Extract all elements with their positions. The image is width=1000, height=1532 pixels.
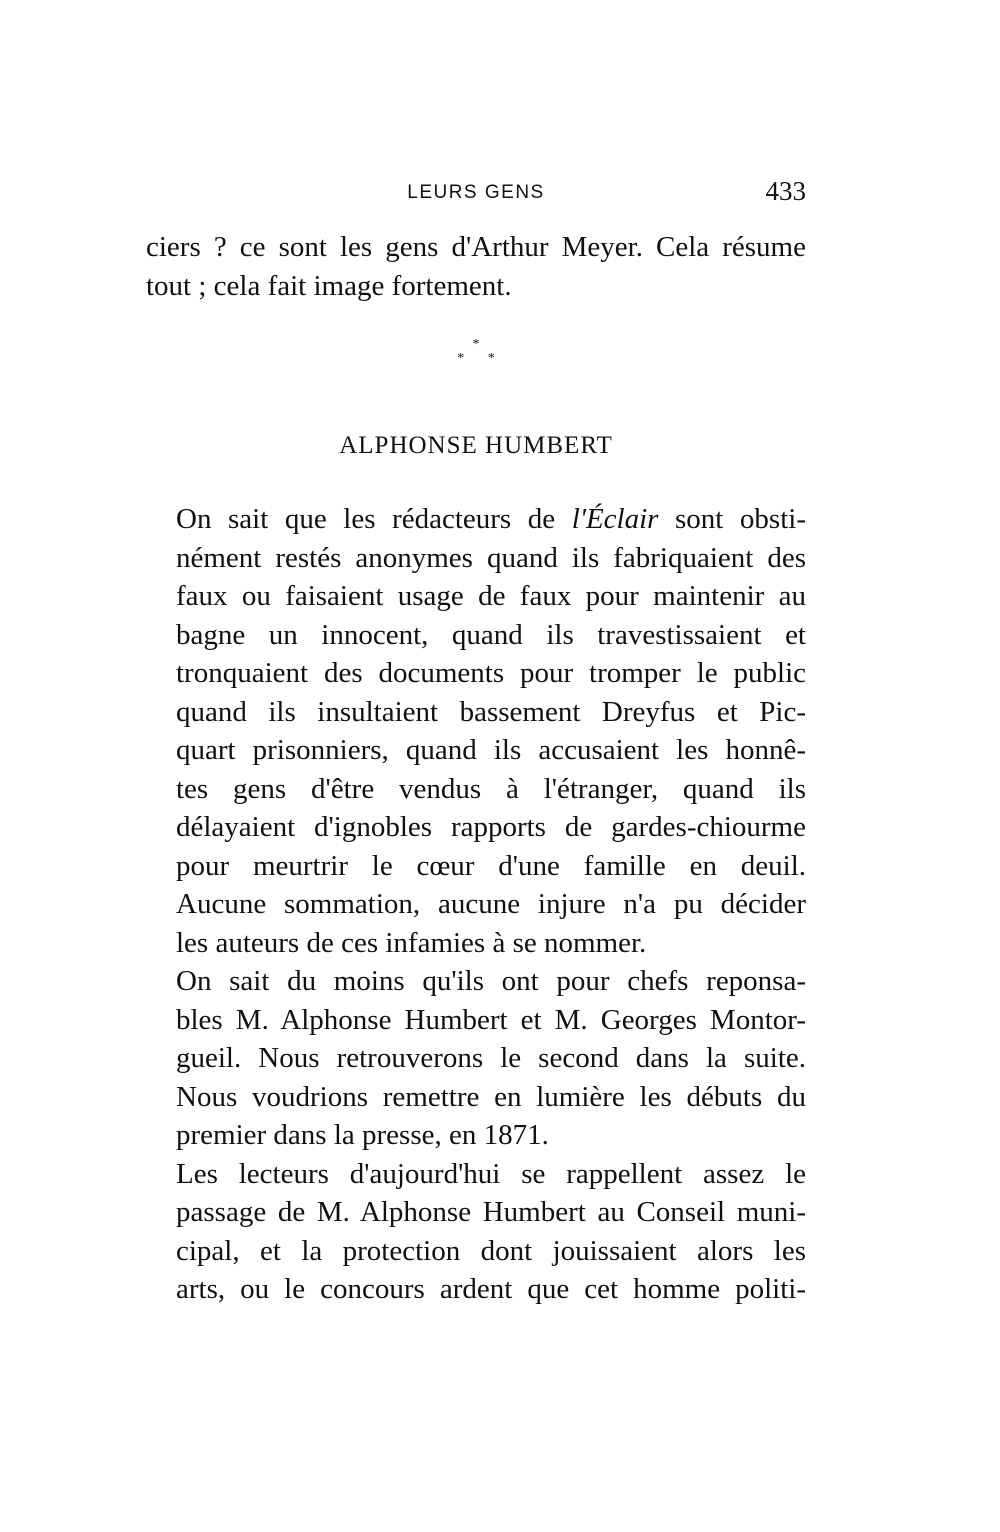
asterism-bottom: * *: [457, 351, 505, 366]
running-title: LEURS GENS: [407, 182, 545, 203]
text-fragment: On sait que les rédacteurs de: [176, 503, 572, 535]
text-line: pour meurtrir le cœur d'une famille en deuil.: [176, 849, 806, 882]
text-line: quart prisonniers, quand ils accusaient les honnê-: [176, 734, 806, 766]
section-title: ALPHONSE HUMBERT: [339, 432, 613, 459]
asterism-top: *: [472, 337, 480, 352]
asterism-ornament: [146, 338, 806, 366]
text-line: quand ils insultaient bassement Dreyfus et Pic-: [176, 695, 806, 728]
text-fragment: sont obsti-: [658, 503, 806, 535]
text-line: arts, ou le concours ardent que cet homme politi-: [176, 1273, 806, 1305]
page-number: 433: [765, 176, 806, 206]
text-line: délayaient d'ignobles rapports de gardes-chiourme: [176, 811, 806, 843]
running-head: [146, 176, 806, 210]
text-line: Aucune sommation, aucune injure n'a pu décider: [176, 888, 806, 920]
text-line: passage de M. Alphonse Humbert au Conseil muni-: [176, 1196, 806, 1228]
text-line: On sait du moins qu'ils ont pour chefs reponsa-: [176, 965, 806, 997]
text-line: bles M. Alphonse Humbert et M. Georges Montor-: [176, 1003, 806, 1036]
text-line: [146, 500, 806, 539]
paragraph-3: [146, 1155, 806, 1309]
paragraph-1: [146, 500, 806, 962]
text-line: premier dans la presse, en 1871.: [176, 1119, 549, 1151]
text-line: faux ou faisaient usage de faux pour maintenir au: [176, 580, 806, 612]
text-line: tout ; cela fait image fortement.: [146, 269, 512, 302]
text-line: Nous voudrions remettre en lumière les débuts du: [176, 1080, 806, 1113]
text-line: Les lecteurs d'aujourd'hui se rappellent assez le: [176, 1157, 806, 1190]
newspaper-title: l'Éclair: [571, 503, 659, 535]
text-line: ciers ? ce sont les gens d'Arthur Meyer. Cela résume: [146, 231, 806, 263]
text-line: gueil. Nous retrouverons le second dans la suite.: [176, 1042, 806, 1074]
text-line: cipal, et la protection dont jouissaient alors les: [176, 1234, 806, 1267]
text-line: bagne un innocent, quand ils travestissaient et: [176, 618, 806, 651]
text-line: tronquaient des documents pour tromper le public: [176, 657, 806, 689]
section-body: [146, 500, 806, 1309]
continuation-text: [146, 228, 806, 305]
text-line: nément restés anonymes quand ils fabriquaient des: [176, 541, 806, 574]
text-line: tes gens d'être vendus à l'étranger, quand ils: [176, 772, 806, 805]
paragraph-2: [146, 962, 806, 1155]
text-line: les auteurs de ces infamies à se nommer.: [176, 926, 647, 959]
continuation-paragraph: [146, 228, 806, 305]
